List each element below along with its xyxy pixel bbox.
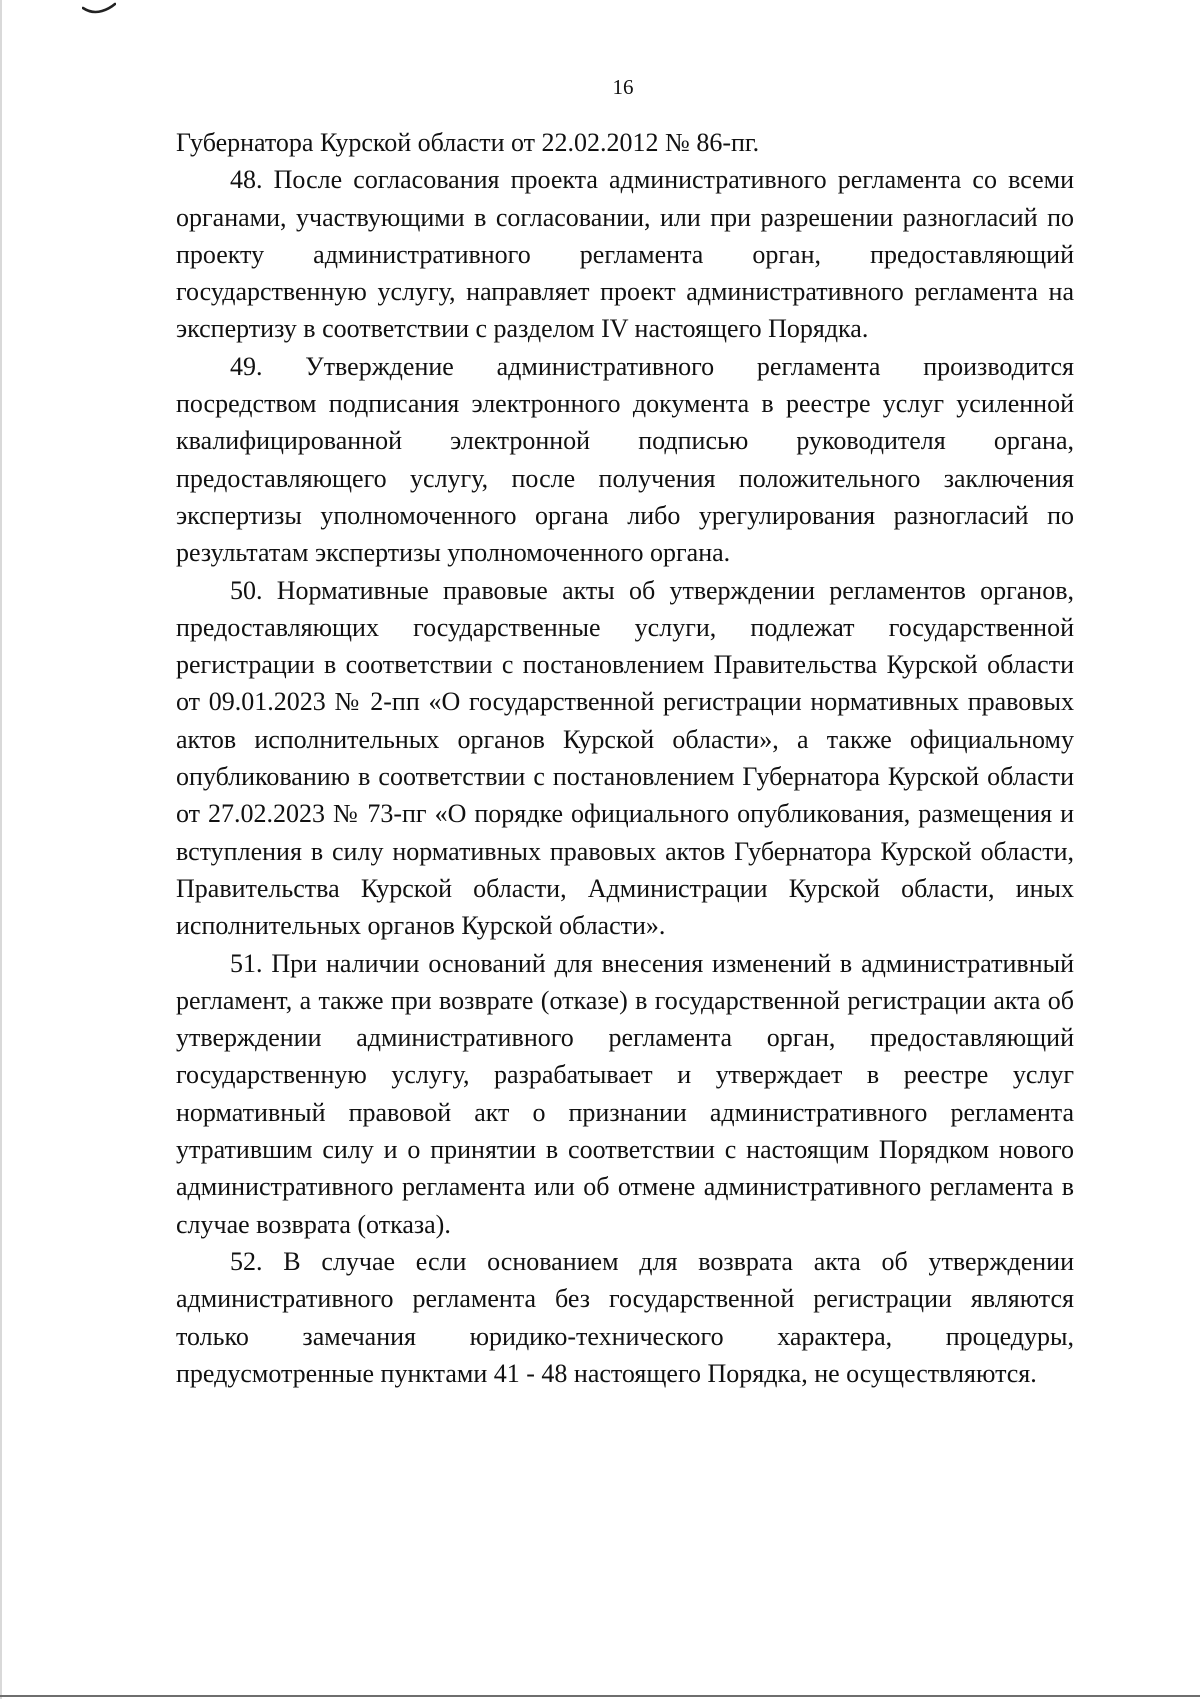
paragraph-item-52: 52. В случае если основанием для возврата акта об утверждении административного регламента без государственной регистрации являются только замечания юридико-технического характера, процедуры, предусмотренные пунктами 41 - 48 настоящего Порядка, не осуществляются. [176,1246,1074,1388]
scan-bottom-edge [0,1695,1200,1697]
paragraph-continuation: Губернатора Курской области от 22.02.2012 № 86-пг. [176,128,760,157]
paragraph-item-51: 51. При наличии оснований для внесения изменений в административный регламент, а также при возврате (отказе) в государственной регистрации акта об утверждении административного регламента орган, предоставляющий государственную услугу, разрабатывает и утверждает в реестре услуг нормативный правовой акт о признании административного регламента утратившим силу и о принятии в соответствии с настоящим Порядком нового административного регламента или об отмене административного регламента в случае возврата (отказа). [176,948,1074,1239]
paragraph-item-49: 49. Утверждение административного регламента производится посредством подписания электронного документа в реестре услуг усиленной квалифицированной электронной подписью руководителя органа, предоставляющего услугу, после получения положительного заключения экспертизы уполномоченного органа либо урегулирования разногласий по результатам экспертизы уполномоченного органа. [176,351,1074,568]
scan-mark [82,2,116,14]
paragraph-item-48: 48. После согласования проекта административного регламента со всеми органами, участвующими в согласовании, или при разрешении разногласий по проекту административного регламента орган, предоставляющий государственную услугу, направляет проект административного регламента на экспертизу в соответствии с разделом IV настоящего Порядка. [176,165,1074,344]
page-number: 16 [612,75,634,99]
document-body [176,124,1074,1392]
paragraph-item-50: 50. Нормативные правовые акты об утверждении регламентов органов, предоставляющих государственные услуги, подлежат государственной регистрации в соответствии с постановлением Правительства Курской области от 09.01.2023 № 2-пп «О государственной регистрации нормативных правовых актов исполнительных органов Курской области», а также официальному опубликованию в соответствии с постановлением Губернатора Курской области от 27.02.2023 № 73-пг «О порядке официального опубликования, размещения и вступления в силу нормативных правовых актов Губернатора Курской области, Правительства Курской области, Администрации Курской области, иных исполнительных органов Курской области». [176,575,1074,941]
scan-left-edge [0,0,2,1699]
